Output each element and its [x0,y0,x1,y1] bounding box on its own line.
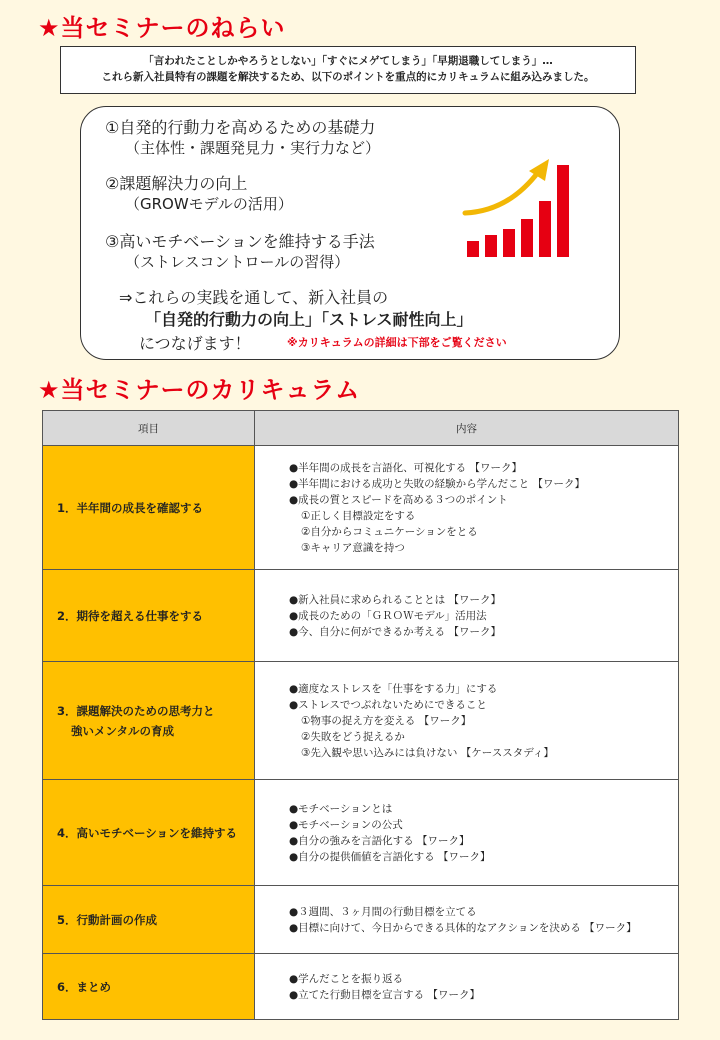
point-1-sub: （主体性・課題発見力・実行力など） [125,139,381,157]
intro-box [60,46,636,94]
row-6-item-line: 6．まとめ [57,979,112,994]
row-1-line-4: ①正しく目標設定をする [301,509,416,522]
conclusion-line-1: ⇒これらの実践を通して、新入社員の [119,288,389,307]
row-2-content [255,570,679,662]
growth-bar-chart-icon [461,157,591,259]
row-5-item [43,886,255,954]
row-3-content [255,662,679,780]
row-1-item-line: 1．半年間の成長を確認する [57,500,204,515]
row-5-content [255,886,679,954]
row-1-line-3: ●成長の質とスピードを高める３つのポイント [289,493,508,506]
growth-bar-1 [467,241,479,257]
row-3-item [43,662,255,780]
row-5-line-2: ●目標に向けて、今日からできる具体的なアクションを決める 【ワーク】 [289,921,637,934]
aims-title: ★当セミナーのねらい [38,14,286,42]
conclusion-keywords [145,307,473,330]
row-3-line-3: ①物事の捉え方を変える 【ワーク】 [301,714,472,727]
row-1-line-5: ②自分からコミュニケーションをとる [301,525,478,538]
table-row [43,662,679,780]
row-4-line-3: ●自分の強みを言語化する 【ワーク】 [289,834,470,847]
row-1-line-2: ●半年間における成功と失敗の経験から学んだこと 【ワーク】 [289,477,585,490]
row-2-line-3: ●今、自分に何ができるか考える 【ワーク】 [289,625,501,638]
row-3-line-1: ●適度なストレスを「仕事をする力」にする [289,682,498,695]
row-3-item-line-1: 3．課題解決のための思考力と [57,703,215,718]
point-2-label: ②課題解決力の向上 [105,174,248,193]
keyword-self-driven: 「自発的行動力の向上」 [145,310,322,329]
curriculum-table [42,410,679,1020]
keyword-stress-tolerance: 「ストレス耐性向上」 [321,310,473,329]
row-2-line-2: ●成長のための「ＧＲＯＷモデル」活用法 [289,609,487,622]
table-row [43,886,679,954]
intro-line-2: これら新入社員特有の課題を解決するため、以下のポイントを重点的にカリキュラムに組み込みました。 [101,71,595,83]
curriculum-title: ★当セミナーのカリキュラム [38,376,361,404]
row-2-item [43,570,255,662]
curriculum-note: ※カリキュラムの詳細は下部をご覧ください [287,336,507,349]
table-row [43,954,679,1020]
row-3-line-2: ●ストレスでつぶれないためにできること [289,698,487,711]
row-3-line-4: ②失敗をどう捉えるか [301,730,405,743]
row-5-line-1: ●３週間、３ヶ月間の行動目標を立てる [289,905,477,918]
row-4-item [43,780,255,886]
row-3-line-5: ③先入観や思い込みには負けない 【ケーススタディ】 [301,746,554,759]
row-1-line-1: ●半年間の成長を言語化、可視化する 【ワーク】 [289,461,522,474]
row-1-line-6: ③キャリア意識を持つ [301,541,405,554]
growth-bar-3 [503,229,515,257]
row-4-line-4: ●自分の提供価値を言語化する 【ワーク】 [289,850,491,863]
row-4-item-line: 4．高いモチベーションを維持する [57,825,238,840]
point-2-sub: （GROWモデルの活用） [125,195,293,213]
row-1-item [43,446,255,570]
row-6-content [255,954,679,1020]
table-row [43,570,679,662]
row-5-item-line: 5．行動計画の作成 [57,912,158,927]
intro-line-1: 「言われたことしかやろうとしない」「すぐにメゲてしまう」「早期退職してしまう」… [143,55,553,67]
growth-bar-6 [557,165,569,257]
row-1-content [255,446,679,570]
row-3-item-line-2: 強いメンタルの育成 [71,723,175,738]
row-2-line-1: ●新入社員に求められることとは 【ワーク】 [289,593,501,606]
point-3-sub: （ストレスコントロールの習得） [125,253,350,271]
row-6-line-2: ●立てた行動目標を宣言する 【ワーク】 [289,988,480,1001]
growth-arrow [465,171,539,213]
row-2-item-line: 2．期待を超える仕事をする [57,608,204,623]
points-box [80,106,620,360]
row-6-line-1: ●学んだことを振り返る [289,972,404,985]
point-3-label: ③高いモチベーションを維持する手法 [105,232,375,251]
growth-bar-2 [485,235,497,257]
row-4-content [255,780,679,886]
growth-bar-4 [521,219,533,257]
header-content: 内容 [255,411,679,446]
row-6-item [43,954,255,1020]
point-1-label: ①自発的行動力を高めるための基礎力 [105,118,376,137]
row-4-line-1: ●モチベーションとは [289,802,393,815]
row-4-line-2: ●モチベーションの公式 [289,818,403,831]
conclusion-line-3: につなげます！ [139,334,251,353]
header-item: 項目 [43,411,255,446]
table-row [43,780,679,886]
growth-bar-5 [539,201,551,257]
table-row [43,446,679,570]
